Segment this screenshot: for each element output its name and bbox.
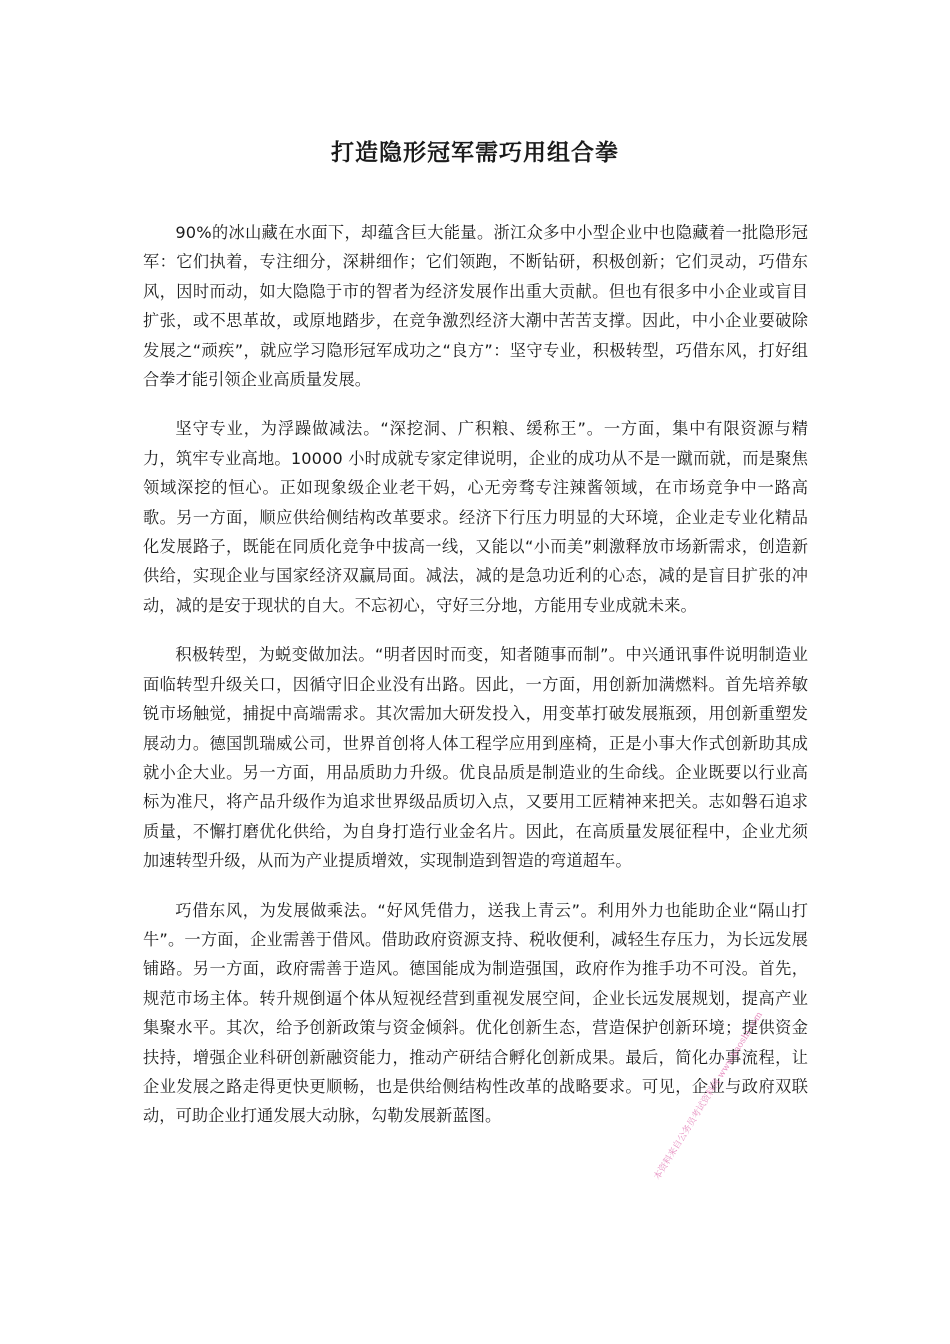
paragraph-leverage: 巧借东风，为发展做乘法。“好风凭借力，送我上青云”。利用外力也能助企业“隔山打牛”。一方面，企业需善于借风。借助政府资源支持、税收便利，减轻生存压力，为长远发展铺路。另一方面，政府需善于造风。德国能成为制造强国，政府作为推手功不可没。首先，规范市场主体。转升规倒逼个体从短视经营到重视发展空间，企业长远发展规划，提高产业集聚水平。其次，给予创新政策与资金倾斜。优化创新生态，营造保护创新环境；提供资金扶持，增强企业科研创新融资能力，推动产研结合孵化创新成果。最后，简化办事流程，让企业发展之路走得更快更顺畅，也是供给侧结构性改革的战略要求。可见，企业与政府双联动，可助企业打通发展大动脉，勾勒发展新蓝图。 bbox=[143, 900, 808, 1126]
page-title: 打造隐形冠军需巧用组合拳 bbox=[331, 140, 619, 166]
paragraph-transformation: 积极转型，为蜕变做加法。“明者因时而变，知者随事而制”。中兴通讯事件说明制造业面临转型升级关口，因循守旧企业没有出路。因此，一方面，用创新加满燃料。首先培养敏锐市场触觉，捕捉中高端需求。其次需加大研发投入，用变革打破发展瓶颈，用创新重塑发展动力。德国凯瑞威公司，世界首创将人体工程学应用到座椅，正是小事大作式创新助其成就小企大业。另一方面，用品质助力升级。优良品质是制造业的生命线。企业既要以行业高标为准尺，将产品升级作为追求世界级品质切入点，又要用工匠精神来把关。志如磐石追求质量，不懈打磨优化供给，为自身打造行业金名片。因此，在高质量发展征程中，企业尤须加速转型升级，从而为产业提质增效，实现制造到智造的弯道超车。 bbox=[143, 645, 808, 871]
paragraph-specialization: 坚守专业，为浮躁做减法。“深挖洞、广积粮、缓称王”。一方面，集中有限资源与精力，筑牢专业高地。10000 小时成就专家定律说明，企业的成功从不是一蹴而就，而是聚焦领域深挖的恒心。正如现象级企业老干妈，心无旁骛专注辣酱领域，在市场竞争中一路高歌。另一方面，顺应供给侧结构改革要求。经济下行压力明显的大环境，企业走专业化精品化发展路子，既能在同质化竞争中拔高一线，又能以“小而美”刺激释放市场新需求，创造新供给，实现企业与国家经济双赢局面。减法，减的是急功近利的心态，减的是盲目扩张的冲动，减的是安于现状的自大。不忘初心，守好三分地，方能用专业成就未来。 bbox=[143, 419, 808, 615]
paragraph-intro: 90%的冰山藏在水面下，却蕴含巨大能量。浙江众多中小型企业中也隐藏着一批隐形冠军：它们执着，专注细分，深耕细作；它们领跑，不断钻研，积极创新；它们灵动，巧借东风，因时而动，如大隐隐于市的智者为经济发展作出重大贡献。但也有很多中小企业或盲目扩张，或不思革故，或原地踏步，在竞争激烈经济大潮中苦苦支撑。因此，中小企业要破除发展之“顽疾”，就应学习隐形冠军成功之“良方”：坚守专业，积极转型，巧借东风，打好组合拳才能引领企业高质量发展。 bbox=[143, 223, 808, 390]
article-body bbox=[143, 218, 808, 1151]
watermark-stamp: 本资料来自公务员考试资料网 www.kaoshi.com bbox=[652, 1010, 765, 1182]
